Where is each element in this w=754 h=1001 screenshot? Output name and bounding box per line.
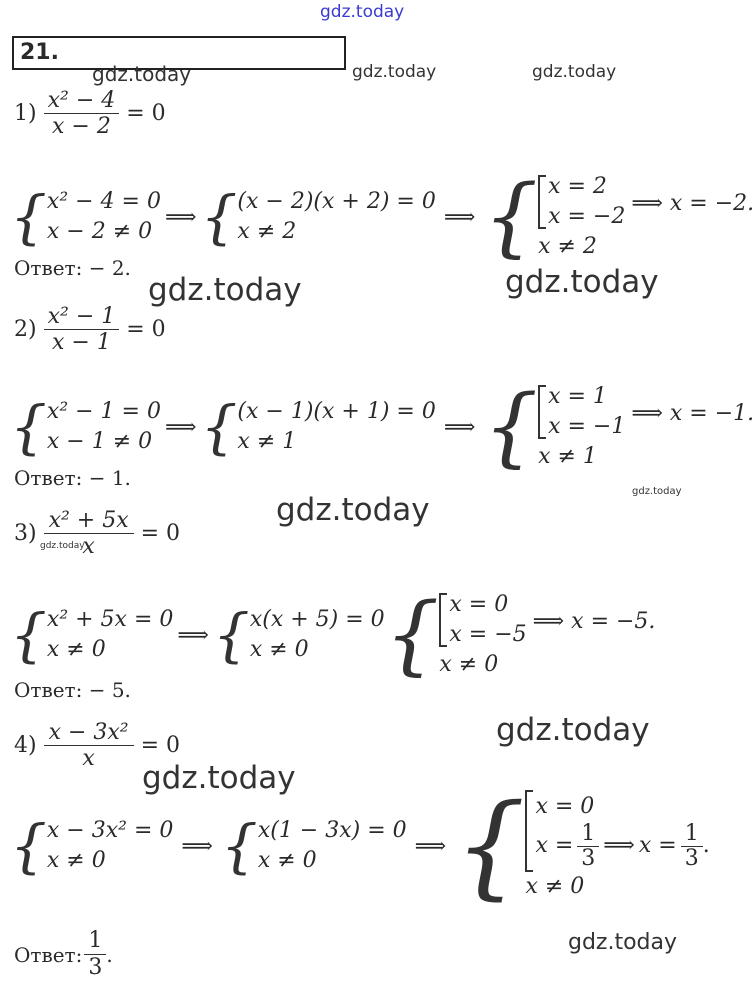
system-2: x(1 − 3x) = 0 x ≠ 0 [257, 818, 407, 873]
implies-arrow: ⟹ [164, 414, 197, 440]
problem-2-equation: 2) $\frac{\text{x² − 1}}{x - 1}$ = 0 [14, 304, 166, 355]
result: ⟹ x = −5. [532, 608, 656, 634]
watermark: gdz.today [92, 62, 192, 86]
system-brace: { [10, 393, 47, 461]
problem-2-answer: Ответ: − 1. [14, 466, 131, 490]
watermark: gdz.today [148, 272, 302, 308]
watermark: gdz.today [320, 2, 405, 22]
system-2: (x − 1)(x + 1) = 0 x ≠ 1 [237, 399, 436, 454]
system-brace: { [212, 601, 250, 669]
implies-arrow: ⟹ [443, 204, 476, 230]
result: ⟹ x = −1. [631, 400, 754, 426]
system-1: x − 3x² = 0 x ≠ 0 [46, 818, 174, 873]
implies-arrow: ⟹ [603, 833, 635, 858]
set-bracket [538, 385, 546, 439]
watermark: gdz.today [532, 62, 617, 82]
problem-4-equation: 4) $\frac{\text{x − 3x²}}{x}$ = 0 [14, 720, 181, 771]
result: ⟹ x = −2. [631, 190, 754, 216]
system-3: x = 2 x = −2 x ≠ 2 [538, 174, 626, 259]
set-bracket [538, 175, 546, 229]
system-brace: { [10, 601, 47, 669]
problem-label: 3) [14, 521, 37, 546]
task-number: 21. [20, 40, 59, 65]
watermark: gdz.today [276, 492, 430, 528]
system-3: x = 0 x = −5 x ≠ 0 [439, 592, 527, 677]
fraction: $\frac{\text{x² − 1}}{x - 1}$ [44, 304, 120, 355]
problem-1-answer: Ответ: − 2. [14, 256, 131, 280]
fraction-one-third: $\frac{1}{3}$ [681, 822, 703, 871]
problem-3-answer: Ответ: − 5. [14, 678, 131, 702]
system-3: x = 0 x = $\frac{1}{3}$ ⟹ x = $\frac{1}{3}$ . x ≠ 0 [525, 790, 709, 902]
system-brace: { [454, 781, 526, 911]
watermark: gdz.today [40, 541, 85, 551]
problem-label: 1) [14, 101, 37, 126]
implies-arrow: ⟹ [181, 833, 213, 859]
fraction-one-third: $\frac{1}{3}$ [577, 822, 599, 871]
system-brace: { [200, 183, 238, 251]
system-brace: { [10, 812, 47, 880]
watermark: gdz.today [632, 486, 682, 497]
system-brace: { [10, 183, 47, 251]
system-brace: { [220, 812, 258, 880]
problem-label: 4) [14, 733, 37, 758]
implies-arrow: ⟹ [443, 414, 476, 440]
fraction: $\frac{\text{x − 3x²}}{x}$ [44, 720, 134, 771]
problem-4-solution [10, 781, 710, 911]
problem-3-solution [10, 585, 656, 685]
watermark: gdz.today [568, 930, 678, 955]
implies-arrow: ⟹ [164, 204, 197, 230]
watermark: gdz.today [142, 760, 296, 796]
watermark: gdz.today [352, 62, 437, 82]
system-1: x² − 1 = 0 x − 1 ≠ 0 [46, 399, 161, 454]
system-1: x² − 4 = 0 x − 2 ≠ 0 [46, 189, 161, 244]
system-brace: { [483, 167, 539, 267]
system-3: x = 1 x = −1 x ≠ 1 [538, 384, 626, 469]
system-2: x(x + 5) = 0 x ≠ 0 [249, 607, 385, 662]
problem-1-solution [10, 167, 754, 267]
system-2: (x − 2)(x + 2) = 0 x ≠ 2 [237, 189, 436, 244]
system-brace: { [200, 393, 238, 461]
implies-arrow: ⟹ [177, 622, 209, 648]
system-brace: { [483, 377, 539, 477]
problem-1-equation: 1) $\frac{\text{x² − 4}}{x - 2}$ = 0 [14, 88, 166, 139]
problem-2-solution [10, 377, 754, 477]
system-1: x² + 5x = 0 x ≠ 0 [46, 607, 174, 662]
implies-arrow: ⟹ [414, 833, 447, 859]
problem-label: 2) [14, 317, 37, 342]
problem-3-equation: 3) $\frac{\text{x² + 5x}}{x}$ = 0 [14, 508, 181, 559]
problem-4-answer: Ответ: $\frac{1}{3}$ . [14, 928, 113, 980]
system-brace: { [384, 585, 440, 685]
fraction: $\frac{\text{x² − 4}}{x - 2}$ [44, 88, 120, 139]
watermark: gdz.today [496, 712, 650, 748]
set-bracket [525, 790, 533, 872]
watermark: gdz.today [505, 264, 659, 300]
fraction-one-third: $\frac{1}{3}$ [84, 928, 106, 981]
fraction: $\frac{\text{x² + 5x}}{x}$ [44, 508, 134, 559]
set-bracket [439, 593, 447, 647]
